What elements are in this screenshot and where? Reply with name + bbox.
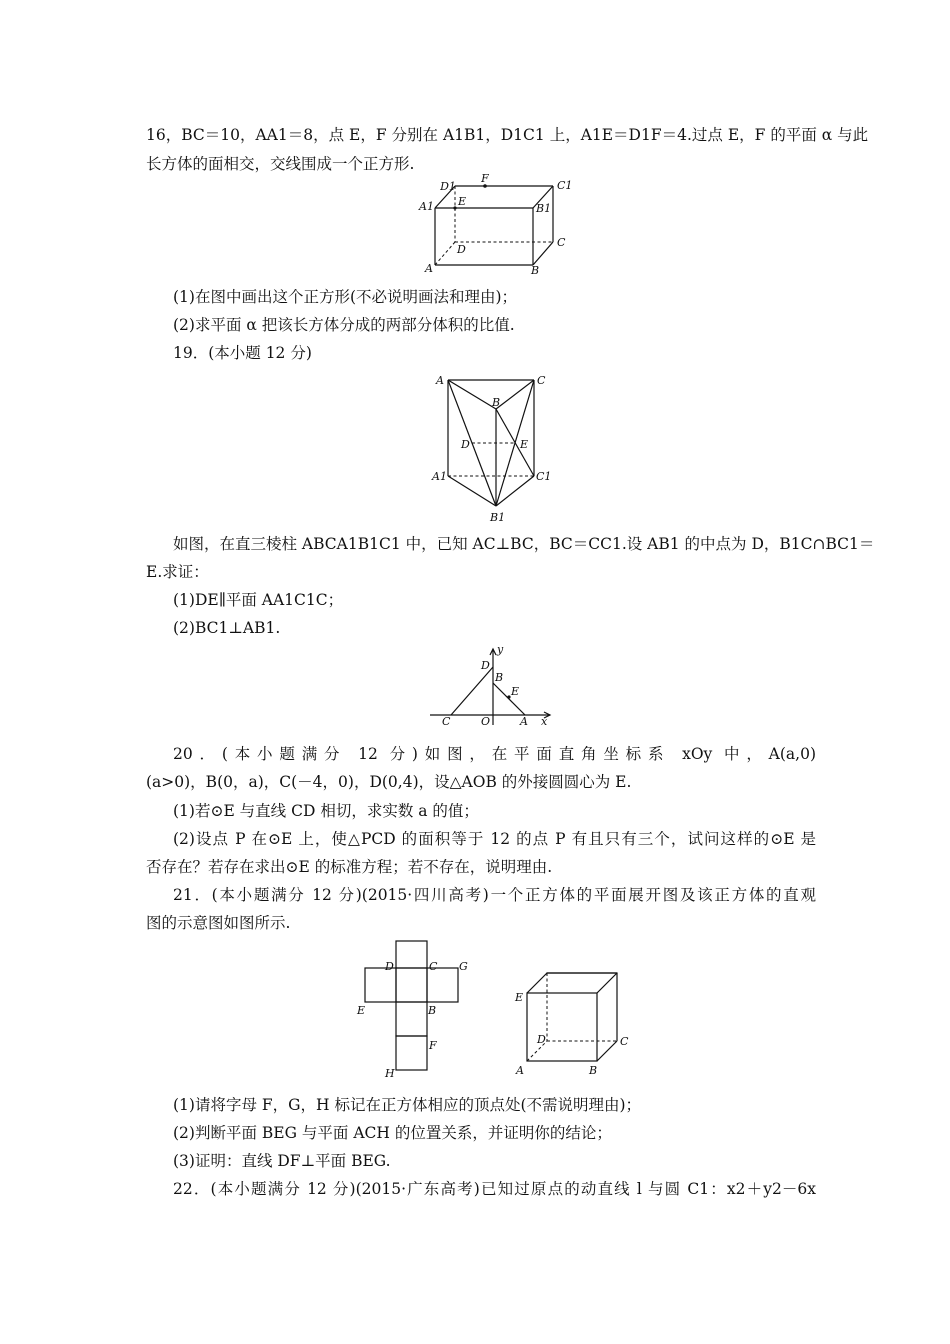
- fig-label: G: [459, 960, 468, 973]
- fig-label: A: [520, 715, 528, 728]
- fig-label: D: [481, 659, 490, 672]
- q20-part2a: (2)设点 P 在⊙E 上，使△PCD 的面积等于 12 的点 P 有且只有三个，试问这样的⊙E 是: [173, 830, 816, 848]
- fig-label: B1: [536, 202, 552, 215]
- q19-part2: (2)BC1⊥AB1.: [173, 619, 281, 637]
- q18-line1: 16，BC＝10，AA1＝8，点 E，F 分别在 A1B1，D1C1 上，A1E＝D1F＝4.过点 E，F 的平面 α 与此: [146, 126, 869, 144]
- cube-net-figure: [355, 938, 475, 1078]
- q18-part2: (2)求平面 α 把该长方体分成的两部分体积的比值.: [173, 316, 515, 334]
- q19-line2: E.求证：: [146, 563, 209, 581]
- q21-part3: (3)证明：直线 DF⊥平面 BEG.: [173, 1152, 391, 1170]
- q20-line2: (a>0)，B(0，a)，C(－4，0)，D(0,4)，设△AOB 的外接圆圆心为 E.: [146, 773, 632, 791]
- fig-label: B: [492, 396, 501, 409]
- fig-label: B: [495, 671, 504, 684]
- fig-label: A: [425, 262, 433, 275]
- q19-heading: 19．(本小题 12 分): [173, 344, 312, 362]
- coordinate-figure: [425, 645, 560, 730]
- fig-label: O: [481, 715, 491, 728]
- fig-label: B: [428, 1004, 437, 1017]
- fig-label: F: [481, 172, 489, 185]
- fig-label: C: [557, 236, 566, 249]
- fig-label: y: [497, 643, 504, 656]
- fig-label: x: [541, 715, 548, 728]
- q18-part1: (1)在图中画出这个正方形(不必说明画法和理由)；: [173, 288, 518, 306]
- fig-label: A1: [419, 200, 434, 213]
- fig-label: A1: [432, 470, 447, 483]
- q18-line2: 长方体的面相交，交线围成一个正方形.: [146, 155, 415, 173]
- q21-line1: 21．(本小题满分 12 分)(2015·四川高考)一个正方体的平面展开图及该正方体的直观: [173, 886, 816, 904]
- q20-line1: 20．(本小题满分 12 分)如图，在平面直角坐标系 xOy 中，A(a,0): [173, 745, 816, 763]
- q20-part1: (1)若⊙E 与直线 CD 相切，求实数 a 的值；: [173, 802, 479, 820]
- q21-part2: (2)判断平面 BEG 与平面 ACH 的位置关系，并证明你的结论；: [173, 1124, 612, 1142]
- fig-label: D: [385, 960, 394, 973]
- q19-line1: 如图，在直三棱柱 ABCA1B1C1 中，已知 AC⊥BC，BC＝CC1.设 AB1 的中点为 D，B1C∩BC1＝: [173, 535, 875, 553]
- q19-part1: (1)DE∥平面 AA1C1C；: [173, 591, 344, 609]
- fig-label: D1: [440, 180, 456, 193]
- fig-label: C: [429, 960, 438, 973]
- fig-label: A: [516, 1064, 524, 1077]
- fig-label: H: [385, 1067, 395, 1080]
- q21-line2: 图的示意图如图所示.: [146, 914, 291, 932]
- cube-figure: [512, 968, 632, 1083]
- fig-label: D: [461, 438, 470, 451]
- fig-label: D: [457, 243, 466, 256]
- fig-label: C1: [536, 470, 552, 483]
- fig-label: C1: [557, 179, 573, 192]
- fig-label: B1: [490, 511, 506, 524]
- q22-line1: 22．(本小题满分 12 分)(2015·广东高考)已知过原点的动直线 l 与圆 C1：x2＋y2－6x: [173, 1180, 816, 1198]
- fig-label: E: [520, 438, 529, 451]
- fig-label: C: [620, 1035, 629, 1048]
- fig-label: B: [589, 1064, 598, 1077]
- fig-label: E: [458, 195, 467, 208]
- fig-label: A: [436, 374, 444, 387]
- fig-label: C: [442, 715, 451, 728]
- fig-label: C: [537, 374, 546, 387]
- prism-figure: [430, 372, 560, 527]
- fig-label: E: [515, 991, 524, 1004]
- fig-label: D: [537, 1033, 546, 1046]
- q21-part1: (1)请将字母 F，G，H 标记在正方体相应的顶点处(不需说明理由)；: [173, 1096, 642, 1114]
- fig-label: E: [357, 1004, 366, 1017]
- fig-label: E: [511, 685, 520, 698]
- q20-part2b: 否存在？若存在求出⊙E 的标准方程；若不存在，说明理由.: [146, 858, 553, 876]
- fig-label: F: [429, 1039, 437, 1052]
- cuboid-figure: [415, 172, 575, 278]
- fig-label: B: [531, 264, 540, 277]
